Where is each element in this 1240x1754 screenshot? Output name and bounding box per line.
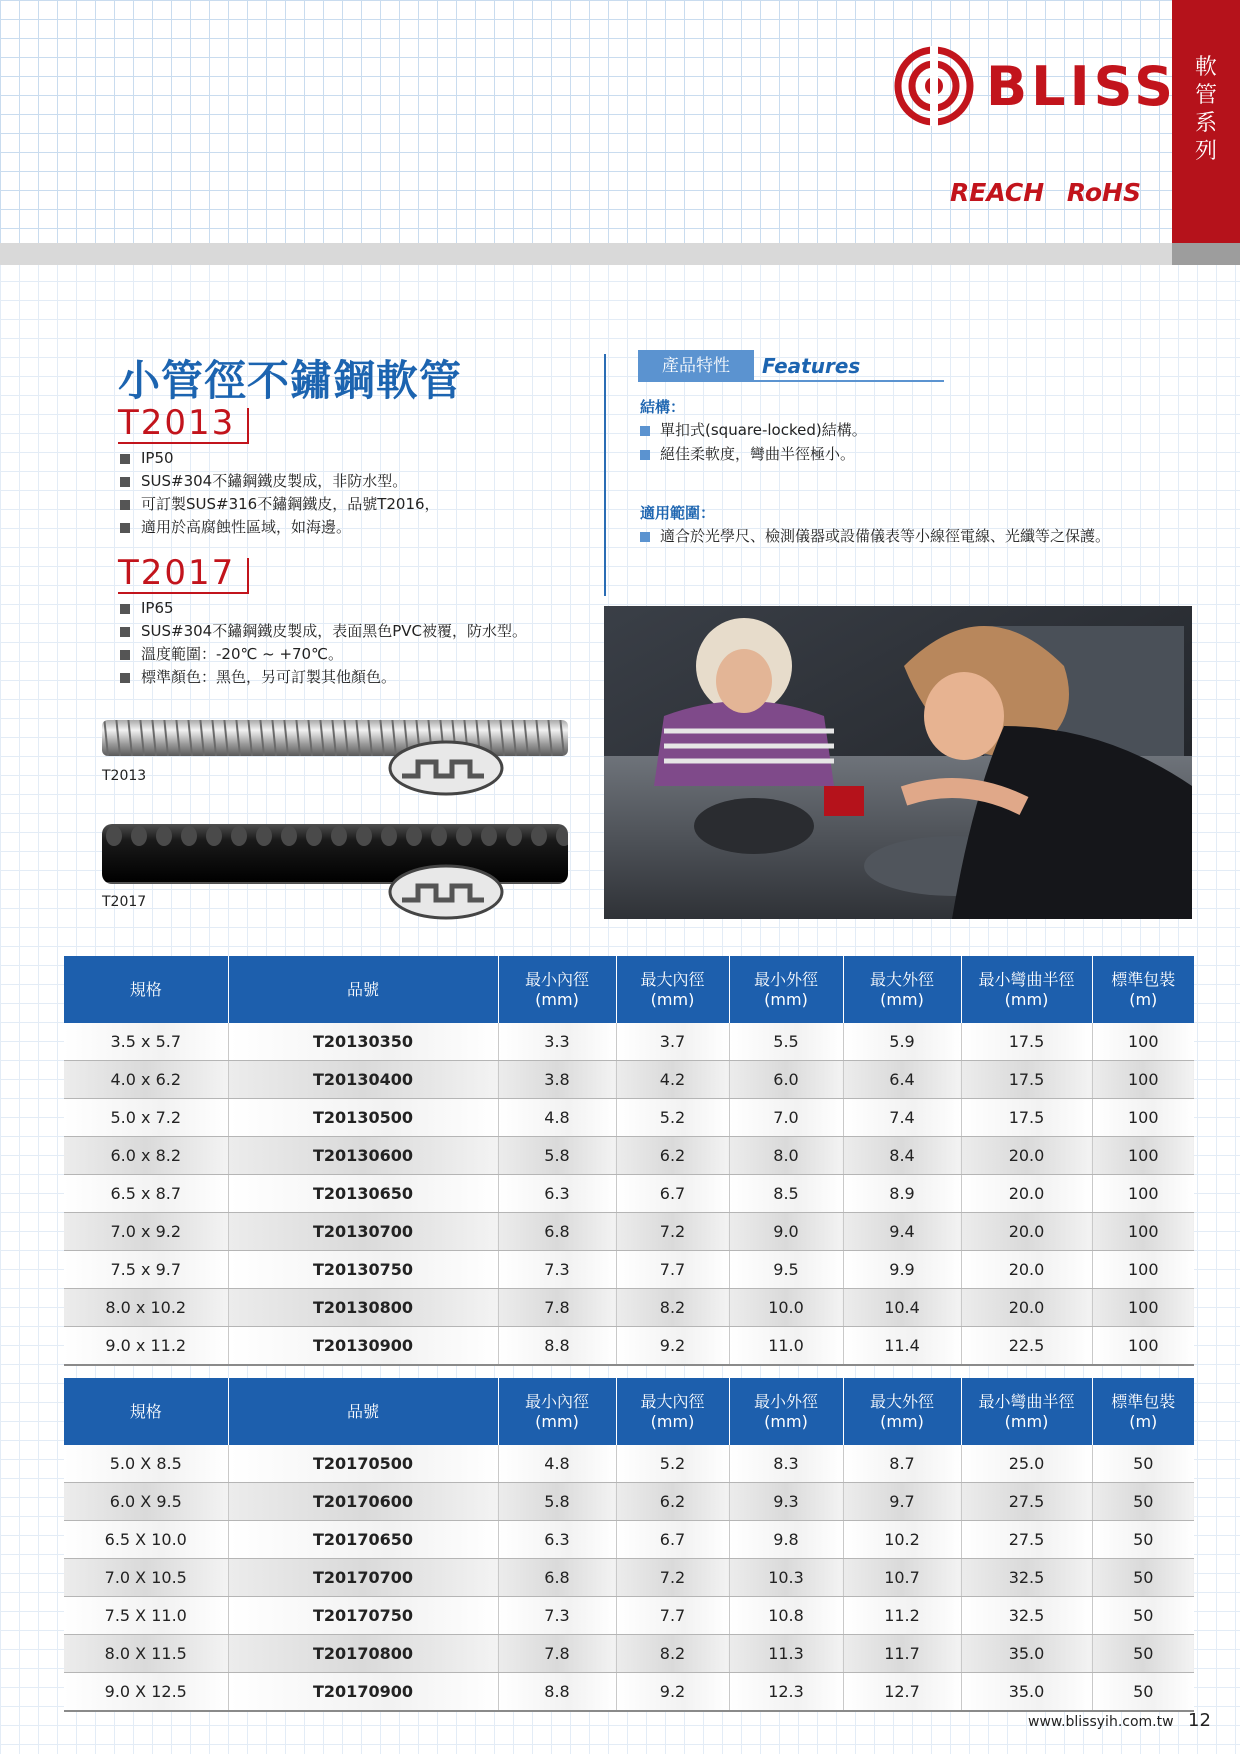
table-cell: 7.4 — [843, 1099, 961, 1137]
table-cell: 3.7 — [616, 1023, 729, 1061]
t2013-bullets — [120, 447, 440, 539]
list-item: 絕佳柔軟度，彎曲半徑極小。 — [640, 442, 867, 466]
table-cell: 35.0 — [961, 1673, 1092, 1712]
application-list — [640, 524, 1110, 548]
table-cell: 4.8 — [498, 1445, 616, 1483]
table-cell: T20130900 — [228, 1327, 498, 1366]
table-row — [64, 1521, 1194, 1559]
table-cell: 5.2 — [616, 1099, 729, 1137]
table-cell: 100 — [1092, 1175, 1194, 1213]
table-cell: 6.3 — [498, 1521, 616, 1559]
table-cell: 9.8 — [729, 1521, 843, 1559]
column-header: 最大內徑 (mm) — [616, 956, 729, 1023]
structure-label: 結構： — [640, 398, 686, 416]
table-row — [64, 1213, 1194, 1251]
table-cell: 6.0 X 9.5 — [64, 1483, 228, 1521]
table-cell: 5.9 — [843, 1023, 961, 1061]
table-cell: 4.0 x 6.2 — [64, 1061, 228, 1099]
table-cell: 7.8 — [498, 1635, 616, 1673]
table-cell: 32.5 — [961, 1597, 1092, 1635]
table-cell: 100 — [1092, 1023, 1194, 1061]
list-item-continuation: 適用於高腐蝕性區域，如海邊。 — [120, 516, 440, 539]
table-row — [64, 1445, 1194, 1483]
table-cell: 5.0 x 7.2 — [64, 1099, 228, 1137]
table-cell: 50 — [1092, 1445, 1194, 1483]
table-cell: 8.2 — [616, 1289, 729, 1327]
table-cell: T20130600 — [228, 1137, 498, 1175]
table-row — [64, 1673, 1194, 1712]
column-header: 規格 — [64, 1378, 228, 1445]
table-body-t2013 — [64, 1023, 1194, 1365]
page-number: 12 — [1188, 1710, 1211, 1731]
table-cell: 10.0 — [729, 1289, 843, 1327]
column-header: 最小外徑 (mm) — [729, 1378, 843, 1445]
table-cell: 100 — [1092, 1061, 1194, 1099]
table-cell: 100 — [1092, 1289, 1194, 1327]
t2013-image-label: T2013 — [102, 768, 147, 784]
table-cell: 32.5 — [961, 1559, 1092, 1597]
table-cell: 20.0 — [961, 1137, 1092, 1175]
table-cell: 5.5 — [729, 1023, 843, 1061]
table-cell: 100 — [1092, 1327, 1194, 1366]
table-cell: 11.0 — [729, 1327, 843, 1366]
model-heading-t2013: T2013 — [118, 404, 249, 444]
table-row — [64, 1289, 1194, 1327]
table-cell: 8.0 — [729, 1137, 843, 1175]
table-cell: T20130500 — [228, 1099, 498, 1137]
table-cell: 8.2 — [616, 1635, 729, 1673]
table-cell: 20.0 — [961, 1289, 1092, 1327]
list-item: SUS#304不鏽鋼鐵皮製成，非防水型。 — [120, 470, 440, 493]
table-cell: T20170750 — [228, 1597, 498, 1635]
table-cell: 8.0 X 11.5 — [64, 1635, 228, 1673]
table-cell: 6.5 x 8.7 — [64, 1175, 228, 1213]
table-cell: 9.7 — [843, 1483, 961, 1521]
table-row — [64, 1137, 1194, 1175]
table-cell: 50 — [1092, 1483, 1194, 1521]
table-cell: 5.2 — [616, 1445, 729, 1483]
table-cell: 6.2 — [616, 1137, 729, 1175]
table-cell: 8.8 — [498, 1673, 616, 1712]
list-item: IP50 — [120, 447, 440, 470]
table-cell: 20.0 — [961, 1175, 1092, 1213]
column-header: 最小內徑 (mm) — [498, 956, 616, 1023]
list-item: 適合於光學尺、檢測儀器或設備儀表等小線徑電線、光纖等之保護。 — [640, 524, 1110, 548]
table-cell: 8.5 — [729, 1175, 843, 1213]
table-cell: T20170900 — [228, 1673, 498, 1712]
column-header: 最小彎曲半徑 (mm) — [961, 1378, 1092, 1445]
table-body-t2017 — [64, 1445, 1194, 1711]
features-underline — [638, 380, 944, 382]
table-cell: 10.3 — [729, 1559, 843, 1597]
table-cell: 6.0 — [729, 1061, 843, 1099]
table-cell: 6.7 — [616, 1521, 729, 1559]
table-cell: 7.0 — [729, 1099, 843, 1137]
table-cell: T20170500 — [228, 1445, 498, 1483]
table-row — [64, 1327, 1194, 1366]
engine-workshop-photo — [604, 606, 1192, 919]
table-row — [64, 1597, 1194, 1635]
t2017-bullets — [120, 597, 527, 689]
column-header: 最小內徑 (mm) — [498, 1378, 616, 1445]
bliss-target-icon — [894, 46, 974, 126]
certifications: REACH RoHS — [950, 178, 1141, 207]
list-item: 溫度範圍：-20℃ ~ +70℃。 — [120, 643, 527, 666]
header-band — [0, 243, 1172, 265]
table-cell: T20170700 — [228, 1559, 498, 1597]
features-title-en: Features — [762, 354, 861, 378]
table-header-row — [64, 956, 1194, 1023]
table-row — [64, 1251, 1194, 1289]
column-header: 標準包裝 (m) — [1092, 1378, 1194, 1445]
table-cell: 35.0 — [961, 1635, 1092, 1673]
table-row — [64, 1635, 1194, 1673]
features-divider — [604, 354, 606, 596]
page-title: 小管徑不鏽鋼軟管 — [118, 356, 463, 405]
table-cell: 17.5 — [961, 1099, 1092, 1137]
table-cell: 6.2 — [616, 1483, 729, 1521]
table-cell: 10.4 — [843, 1289, 961, 1327]
table-cell: 6.4 — [843, 1061, 961, 1099]
table-cell: 7.3 — [498, 1251, 616, 1289]
table-cell: 50 — [1092, 1673, 1194, 1712]
table-cell: 7.8 — [498, 1289, 616, 1327]
table-cell: 100 — [1092, 1213, 1194, 1251]
table-cell: T20130700 — [228, 1213, 498, 1251]
table-cell: 5.8 — [498, 1483, 616, 1521]
table-cell: 4.2 — [616, 1061, 729, 1099]
table-cell: 7.7 — [616, 1251, 729, 1289]
table-cell: 9.4 — [843, 1213, 961, 1251]
table-cell: 11.7 — [843, 1635, 961, 1673]
series-tab-foot — [1172, 243, 1240, 265]
table-cell: 6.8 — [498, 1559, 616, 1597]
table-cell: 50 — [1092, 1635, 1194, 1673]
table-cell: T20170600 — [228, 1483, 498, 1521]
table-cell: 8.8 — [498, 1327, 616, 1366]
table-cell: 20.0 — [961, 1251, 1092, 1289]
footer-url[interactable]: www.blissyih.com.tw — [1028, 1714, 1174, 1730]
list-item: 單扣式(square-locked)結構。 — [640, 418, 867, 442]
features-tab: 產品特性 — [638, 350, 754, 382]
table-cell: 9.3 — [729, 1483, 843, 1521]
table-cell: 50 — [1092, 1521, 1194, 1559]
table-cell: 10.7 — [843, 1559, 961, 1597]
table-cell: T20130750 — [228, 1251, 498, 1289]
table-cell: 7.2 — [616, 1559, 729, 1597]
table-cell: 6.3 — [498, 1175, 616, 1213]
column-header: 規格 — [64, 956, 228, 1023]
series-title: 軟 管 系 列 — [1194, 55, 1217, 164]
table-cell: 7.2 — [616, 1213, 729, 1251]
list-item: SUS#304不鏽鋼鐵皮製成，表面黑色PVC被覆，防水型。 — [120, 620, 527, 643]
table-cell: 100 — [1092, 1251, 1194, 1289]
table-cell: 50 — [1092, 1559, 1194, 1597]
table-cell: 6.7 — [616, 1175, 729, 1213]
table-cell: 3.8 — [498, 1061, 616, 1099]
table-cell: 8.0 x 10.2 — [64, 1289, 228, 1327]
table-cell: 8.3 — [729, 1445, 843, 1483]
table-cell: 20.0 — [961, 1213, 1092, 1251]
table-cell: 25.0 — [961, 1445, 1092, 1483]
table-cell: 9.5 — [729, 1251, 843, 1289]
t2017-image-label: T2017 — [102, 894, 147, 910]
list-item: 標準顏色：黑色，另可訂製其他顏色。 — [120, 666, 527, 689]
table-cell: T20170650 — [228, 1521, 498, 1559]
column-header: 最大內徑 (mm) — [616, 1378, 729, 1445]
application-label: 適用範圍： — [640, 504, 716, 522]
table-cell: 5.8 — [498, 1137, 616, 1175]
bliss-logo — [894, 46, 1177, 126]
table-cell: 7.3 — [498, 1597, 616, 1635]
table-row — [64, 1023, 1194, 1061]
table-cell: 5.0 X 8.5 — [64, 1445, 228, 1483]
table-cell: 6.5 X 10.0 — [64, 1521, 228, 1559]
table-header-row — [64, 1378, 1194, 1445]
table-cell: 3.5 x 5.7 — [64, 1023, 228, 1061]
column-header: 最大外徑 (mm) — [843, 1378, 961, 1445]
table-cell: 27.5 — [961, 1483, 1092, 1521]
table-cell: T20130400 — [228, 1061, 498, 1099]
list-item: 可訂製SUS#316不鏽鋼鐵皮，品號T2016， — [120, 493, 440, 516]
spec-table-t2017 — [64, 1378, 1194, 1712]
brand-name: BLISS — [986, 54, 1178, 118]
table-cell: 12.7 — [843, 1673, 961, 1712]
table-cell: T20170800 — [228, 1635, 498, 1673]
table-cell: 27.5 — [961, 1521, 1092, 1559]
table-row — [64, 1483, 1194, 1521]
table-cell: 50 — [1092, 1597, 1194, 1635]
table-cell: T20130650 — [228, 1175, 498, 1213]
table-cell: 100 — [1092, 1099, 1194, 1137]
table-cell: 9.0 x 11.2 — [64, 1327, 228, 1366]
spec-table-t2013 — [64, 956, 1194, 1366]
table-cell: 11.3 — [729, 1635, 843, 1673]
table-cell: 8.4 — [843, 1137, 961, 1175]
table-cell: 12.3 — [729, 1673, 843, 1712]
table-cell: 11.2 — [843, 1597, 961, 1635]
table-cell: 10.8 — [729, 1597, 843, 1635]
table-cell: 10.2 — [843, 1521, 961, 1559]
table-cell: T20130350 — [228, 1023, 498, 1061]
column-header: 最小外徑 (mm) — [729, 956, 843, 1023]
table-cell: 7.0 X 10.5 — [64, 1559, 228, 1597]
table-cell: 9.9 — [843, 1251, 961, 1289]
table-cell: 100 — [1092, 1137, 1194, 1175]
table-cell: 4.8 — [498, 1099, 616, 1137]
table-cell: 7.5 X 11.0 — [64, 1597, 228, 1635]
column-header: 標準包裝 (m) — [1092, 956, 1194, 1023]
table-row — [64, 1175, 1194, 1213]
table-cell: 22.5 — [961, 1327, 1092, 1366]
table-cell: 6.8 — [498, 1213, 616, 1251]
table-cell: 8.9 — [843, 1175, 961, 1213]
column-header: 最小彎曲半徑 (mm) — [961, 956, 1092, 1023]
table-cell: 9.2 — [616, 1673, 729, 1712]
table-cell: 9.2 — [616, 1327, 729, 1366]
column-header: 品號 — [228, 1378, 498, 1445]
column-header: 品號 — [228, 956, 498, 1023]
table-row — [64, 1061, 1194, 1099]
table-cell: 7.7 — [616, 1597, 729, 1635]
structure-list — [640, 418, 867, 466]
table-cell: 6.0 x 8.2 — [64, 1137, 228, 1175]
table-cell: 7.0 x 9.2 — [64, 1213, 228, 1251]
table-cell: 11.4 — [843, 1327, 961, 1366]
table-cell: 7.5 x 9.7 — [64, 1251, 228, 1289]
table-cell: 8.7 — [843, 1445, 961, 1483]
table-cell: 9.0 — [729, 1213, 843, 1251]
list-item: IP65 — [120, 597, 527, 620]
table-row — [64, 1099, 1194, 1137]
model-heading-t2017: T2017 — [118, 554, 249, 594]
table-cell: T20130800 — [228, 1289, 498, 1327]
t2017-hose-image — [102, 822, 570, 922]
table-cell: 9.0 X 12.5 — [64, 1673, 228, 1712]
table-cell: 17.5 — [961, 1061, 1092, 1099]
table-row — [64, 1559, 1194, 1597]
t2013-hose-image — [102, 716, 570, 796]
column-header: 最大外徑 (mm) — [843, 956, 961, 1023]
table-cell: 17.5 — [961, 1023, 1092, 1061]
table-cell: 3.3 — [498, 1023, 616, 1061]
